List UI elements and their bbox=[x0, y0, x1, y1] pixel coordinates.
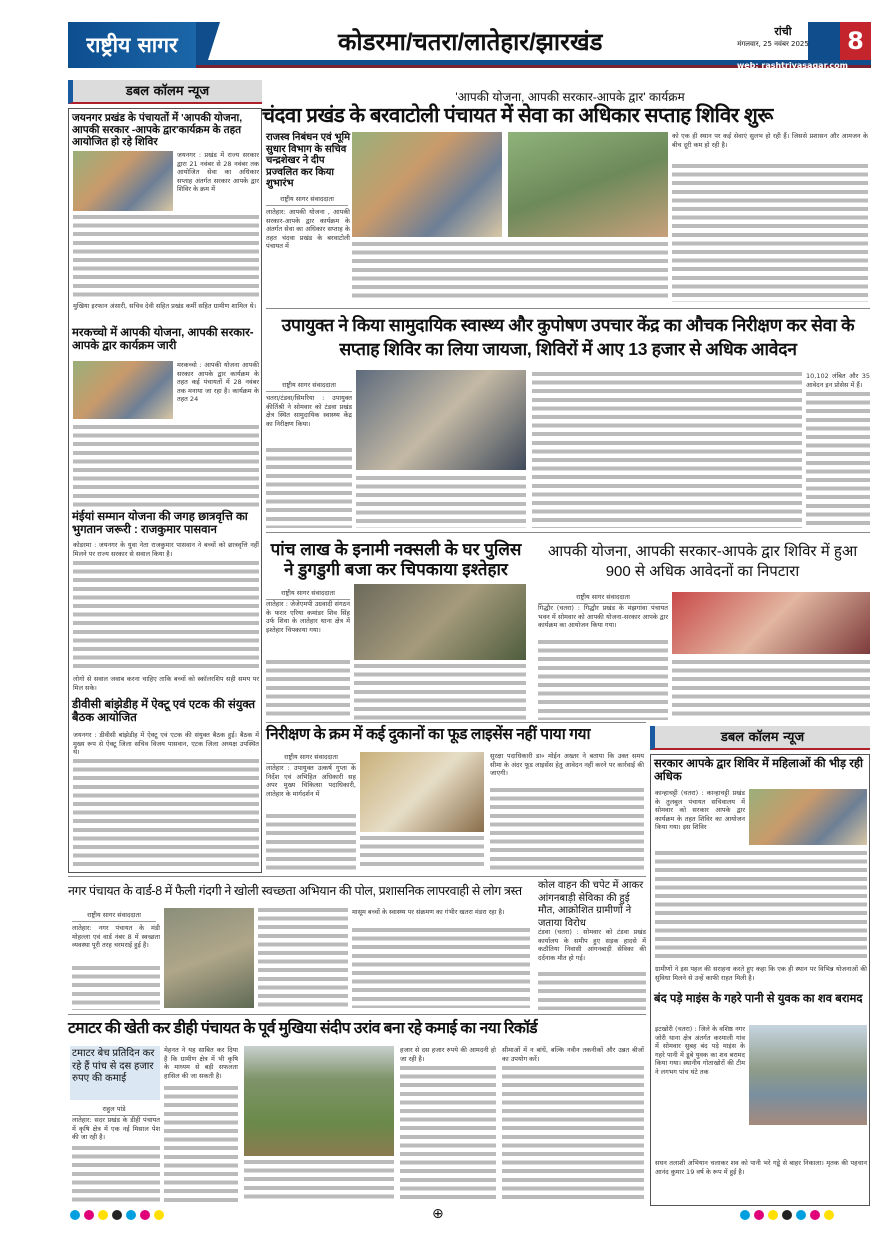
article-kicker: 'आपकी योजना, आपकी सरकार-आपके द्वार' कार्यक्रम bbox=[455, 90, 685, 104]
right-column bbox=[650, 754, 870, 1206]
article-subheadline: टमाटर बेच प्रतिदिन कर रहे हैं पांच से दस हजार रुपए की कमाई bbox=[70, 1046, 160, 1100]
article-headline: निरीक्षण के क्रम में कई दुकानों का फूड लाइसेंस नहीं पाया गया bbox=[266, 726, 591, 743]
page-title: कोडरमा/चतरा/लातेहार/झारखंड bbox=[338, 29, 603, 56]
byline: राष्ट्रीय सागर संवाददाता bbox=[266, 194, 348, 206]
article-photo bbox=[73, 151, 173, 211]
article-photo bbox=[672, 592, 870, 654]
article-lead: लातेहार: नगर पंचायत के मंडी मोहल्ला एवं वार्ड नंबर 8 में स्वच्छता व्यवस्था पूरी तरह चरमराई हुई है। bbox=[72, 924, 160, 950]
article-body bbox=[266, 448, 352, 528]
article-lead: कोडरमा : जयनगर के युवा नेता राजकुमार पासवान ने बच्चों को छात्रवृत्ति नहीं मिलने पर राज्य सरकार से सवाल किया है। bbox=[73, 541, 259, 558]
article-body bbox=[360, 836, 484, 870]
article-tail: सघन तलाशी अभियान चलाकर शव को पानी भरे गड्ढे से बाहर निकाला। मृतक की पहचान आनंद कुमार 19 वर्ष के रूप में हुई है। bbox=[655, 1159, 867, 1176]
color-registration-marks bbox=[70, 1210, 164, 1220]
article-photo bbox=[749, 789, 867, 845]
article-body bbox=[490, 788, 644, 870]
divider bbox=[266, 722, 646, 723]
article-tail: लोगो से सवाल जवाब करना चाहिए ताकि बच्चों को स्कॉलरशिप सही समय पर मिल सके। bbox=[73, 675, 259, 692]
byline: राष्ट्रीय सागर संवाददाता bbox=[266, 752, 356, 764]
divider bbox=[68, 1014, 646, 1015]
article-photo bbox=[356, 370, 526, 470]
byline: राष्ट्रीय सागर संवाददाता bbox=[266, 588, 350, 600]
article-photo bbox=[360, 752, 484, 832]
article-headline: डीवीसी बांझेडीह में ऐक्टू एवं एटक की संयुक्त बैठक आयोजित bbox=[72, 699, 256, 725]
article-body bbox=[655, 851, 867, 963]
article-continued: सुरक्षा पदाधिकारी डा० मोईन अख्तर ने बताया कि उक्त समय सीमा के अंदर फूड लाइसेंस हेतु आवेदन नहीं करने पर कार्रवाई की जाएगी। bbox=[490, 752, 644, 778]
article-body bbox=[356, 476, 526, 528]
section-label: डबल कॉलम न्यूज bbox=[650, 726, 870, 750]
registration-crosshair-icon: ⊕ bbox=[432, 1206, 444, 1222]
article-photo bbox=[749, 1025, 867, 1125]
article-headline: मरकच्चो में आपकी योजना, आपकी सरकार-आपके द्वार कार्यक्रम जारी bbox=[72, 327, 254, 353]
page-number: 8 bbox=[840, 22, 871, 60]
article-headline: मंईयां सम्मान योजना की जगह छात्रवृत्ति का भुगतान जरूरी : राजकुमार पासवान bbox=[72, 511, 248, 537]
article-body-column: मेहनत ने यह साबित कर दिया है कि ग्रामीण क्षेत्र में भी कृषि के माध्यम से बड़ी सफलता हासिल की जा सकती है। bbox=[164, 1046, 238, 1080]
article-photo bbox=[164, 908, 254, 1008]
article-headline: जयनगर प्रखंड के पंचायतों में 'आपकी योजना, आपकी सरकार -आपके द्वार'कार्यक्रम के तहत आयोजित हो रहे शिविर bbox=[72, 112, 243, 149]
article-headline: बंद पड़े माइंस के गहरे पानी से युवक का शव बरामद bbox=[654, 993, 863, 1005]
article-lead: लातेहार : उपायुक्त उत्कर्ष गुप्ता के निर्देश एवं अभिहित अधिकारी सह अपर मुख्य चिकित्सा पदाधिकारी, लातेहार के मार्गदर्शन में bbox=[266, 764, 356, 798]
byline: राष्ट्रीय सागर संवाददाता bbox=[266, 380, 352, 392]
byline: राष्ट्रीय सागर संवाददाता bbox=[72, 910, 156, 922]
article-body bbox=[538, 640, 668, 720]
article-lead: इटखोरी (चतरा) : जिले के वशिष्ठ नगर जोरी थाना क्षेत्र अंतर्गत करमाली गांव में सोमवार सुबह बंद पड़े माइंस के गहरे पानी में डूबे युवक का शव बरामद किया गया। स्थानीय गोताखोरों की टीम ने लगभग पांच घंटे तक bbox=[655, 1025, 745, 1076]
article-body bbox=[266, 660, 350, 720]
divider bbox=[266, 308, 870, 309]
article-body bbox=[72, 966, 160, 1010]
article-body bbox=[532, 372, 802, 528]
article-lead: जयनगर : डीवीसी बांझेडीह में ऐक्टू एवं एटक की संयुक्त बैठक हुई। बैठक में मुख्य रूप से ऐक्टू जिला सचिव विजय पासवान, एटक जिला अध्यक्ष उपस्थित थे। bbox=[73, 731, 259, 757]
article-body bbox=[73, 759, 259, 867]
article-lead: टंडवा (चतरा) : सोमवार को टंडवा प्रखंड कार्यालय के समीप हुए सड़क हादसे में कठौतिया निवासी आंगनबाड़ी सेविका की दर्दनाक मौत हो गई। bbox=[538, 928, 646, 962]
article-body bbox=[164, 1086, 238, 1202]
article-body bbox=[354, 664, 526, 720]
article-tail: मुखिया इरफान अंसारी, सचिव देवी सहित प्रखंड कर्मी सहित ग्रामीण शामिल थे। bbox=[73, 302, 257, 310]
website-link[interactable]: web: rashtriyasagar.com bbox=[736, 61, 848, 70]
article-body bbox=[244, 1160, 394, 1202]
article-body bbox=[352, 928, 530, 1008]
article-photo bbox=[73, 361, 173, 419]
divider bbox=[68, 876, 646, 877]
edition-city: रांची bbox=[774, 25, 792, 38]
article-body bbox=[352, 242, 668, 302]
article-body bbox=[73, 215, 259, 301]
article-subheadline: राजस्व निबंधन एवं भूमि सुधार विभाग के सचिव चन्द्रशेखर ने दीप प्रज्वलित कर किया शुभारंभ bbox=[266, 132, 351, 189]
article-photo bbox=[354, 584, 526, 660]
article-body-column: सीमाओं में न बांधें, बल्कि नवीन तकनीकों और उन्नत बीजों का उपयोग करें। bbox=[502, 1046, 644, 1063]
article-photo bbox=[352, 132, 502, 237]
article-headline: आपकी योजना, आपकी सरकार-आपके द्वार शिविर में हुआ 900 से अधिक आवेदनों का निपटारा bbox=[547, 543, 858, 580]
article-lead: मरकच्चो : आपकी योजना आपकी सरकार आपके द्वार कार्यक्रम के तहत कई पंचायतों में 28 नवंबर तक मनाया जा रहा है। कार्यक्रम के तहत 24 bbox=[177, 361, 259, 404]
article-continued: को एक ही स्थान पर कई सेवाएं सुलभ हो रही हैं। जिससे प्रशासन और आमजन के बीच दूरी कम हो रही है। bbox=[672, 132, 868, 149]
article-photo bbox=[244, 1046, 394, 1156]
article-continued: मासूम बच्चों के स्वास्थ्य पर संक्रमण का गंभीर खतरा मंडरा रहा है। bbox=[352, 908, 505, 916]
article-headline: नगर पंचायत के वार्ड-8 में फैली गंदगी ने खोली स्वच्छता अभियान की पोल, प्रशासनिक लापरवाही से लोग त्रस्त bbox=[68, 884, 522, 898]
article-body bbox=[538, 972, 646, 1010]
article-headline: टमाटर की खेती कर डीही पंचायत के पूर्व मुखिया संदीप उरांव बना रहे कमाई का नया रिकॉर्ड bbox=[68, 1020, 538, 1037]
article-body bbox=[258, 908, 348, 1008]
article-body bbox=[672, 164, 868, 302]
article-body bbox=[266, 814, 356, 870]
left-column bbox=[68, 108, 262, 873]
edition-date: मंगलवार, 25 नवंबर 2025 bbox=[737, 40, 809, 48]
article-headline: उपायुक्त ने किया सामुदायिक स्वास्थ्य और कुपोषण उपचार केंद्र का औचक निरीक्षण कर सेवा के सप्ताह शिविर का लिया जायजा, शिविरों में आए 13 हजार से अधिक आवेदन bbox=[281, 315, 855, 359]
color-registration-marks bbox=[740, 1210, 834, 1220]
article-lead: चतरा/टंडवा/सिमरिया : उपायुक्त कीर्तिश्री ने सोमवार को टंडवा प्रखंड क्षेत्र स्थित सामुदायिक स्वास्थ्य केंद्र का निरीक्षण किया। bbox=[266, 394, 352, 428]
article-headline: पांच लाख के इनामी नक्सली के घर पुलिस ने डुगडुगी बजा कर चिपकाया इश्तेहार bbox=[270, 540, 522, 579]
divider bbox=[266, 532, 870, 533]
article-photo bbox=[508, 132, 668, 237]
article-body bbox=[806, 392, 870, 528]
article-lead: लातेहार: आपकी योजना , आपकी सरकार-आपके द्वार कार्यक्रम के अंतर्गत सेवा का अधिकार सप्ताह के तहत चंदवा प्रखंड के बरवाटोली पंचायत में bbox=[266, 208, 350, 251]
masthead bbox=[68, 22, 871, 68]
article-lead: गिद्धौर (चतरा) : गिद्धौर प्रखंड के मंझगांवा पंचायत भवन में सोमवार को आपकी योजना-सरकार आपके द्वार कार्यक्रम का आयोजन किया गया। bbox=[538, 604, 668, 630]
article-lead: कान्हाचट्टी (चतरा) : कान्हाचट्टी प्रखंड के तुलबुल पंचायत सचिवालय में सोमवार को सरकार आपके द्वार कार्यक्रम के तहत शिविर का आयोजन किया गया। इस शिविर bbox=[655, 789, 745, 832]
article-body bbox=[73, 561, 259, 673]
article-body bbox=[672, 660, 870, 720]
byline: राहुल पांडे bbox=[72, 1104, 156, 1116]
article-body-column: हजार से दस हजार रुपये की आमदनी हो जा रही है। bbox=[400, 1046, 496, 1063]
article-lead: लातेहार : जेजेएमपी उग्रवादी संगठन के फरार एरिया कमांडर शिव सिंह उर्फ शिवा के लातेहार थाना क्षेत्र में इश्तेहार चिपकाया गया। bbox=[266, 600, 350, 634]
article-headline: कोल वाहन की चपेट में आकर आंगनबाड़ी सेविका की हुई मौत, आक्रोशित ग्रामीणों ने जताया विरोध bbox=[538, 880, 644, 929]
article-body bbox=[502, 1066, 644, 1202]
article-continued: 10,102 लंबित और 35 आवेदन इन प्रोसेस में हैं। bbox=[806, 372, 870, 389]
article-headline: सरकार आपके द्वार शिविर में महिलाओं की भीड़ रही अधिक bbox=[654, 758, 864, 784]
article-tail: ग्रामीणों ने इस पहल की सराहना करते हुए कहा कि एक ही स्थान पर विभिन्न योजनाओं की सुविधा मिलने से उन्हें काफी राहत मिली है। bbox=[655, 965, 867, 982]
article-body bbox=[400, 1066, 496, 1202]
article-lead: जयनगर : प्रखंड में राज्य सरकार द्वारा 21 नवंबर से 28 नवंबर तक आयोजित सेवा का अधिकार सप्ताह अंतर्गत सरकार आपके द्वार शिविर के क्रम में bbox=[177, 151, 259, 194]
lead-headline: चंदवा प्रखंड के बरवाटोली पंचायत में सेवा का अधिकार सप्ताह शिविर शुरू bbox=[262, 104, 773, 127]
section-label: डबल कॉलम न्यूज bbox=[68, 80, 262, 104]
article-body bbox=[73, 425, 259, 511]
newspaper-logo: राष्ट्रीय सागर bbox=[68, 22, 196, 68]
byline: राष्ट्रीय सागर संवाददाता bbox=[538, 592, 668, 604]
article-body bbox=[72, 1146, 160, 1202]
article-lead: लातेहार: सदर प्रखंड के डीही पंचायत में कृषि क्षेत्र में एक नई मिसाल पेश की जा रही है। bbox=[72, 1116, 160, 1142]
